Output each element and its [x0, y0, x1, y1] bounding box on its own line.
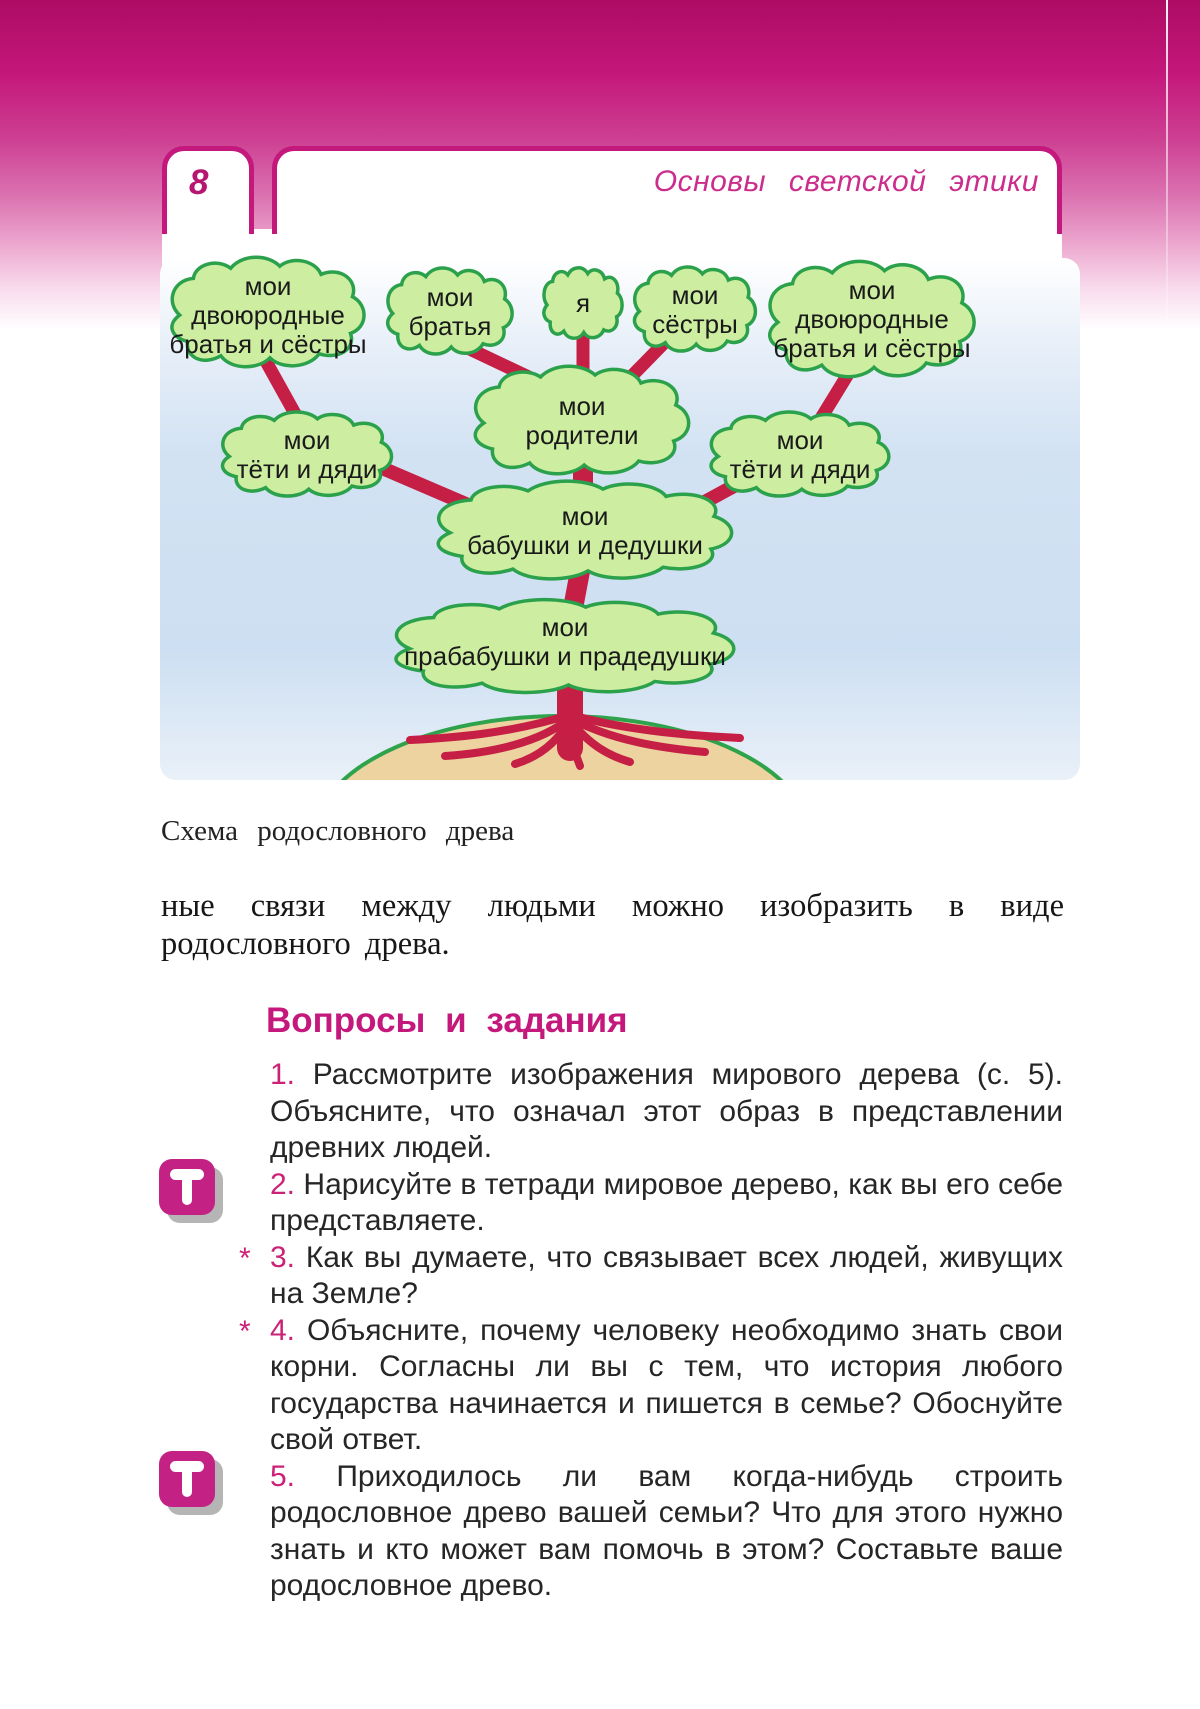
cloud-label: мои — [558, 391, 606, 421]
question-item-3 — [239, 1240, 1063, 1313]
decorative-vertical-line — [1166, 0, 1168, 390]
questions-heading: Вопросы и задания — [266, 1001, 628, 1040]
cloud-label: мои — [561, 501, 609, 531]
cloud-label: тёти и дяди — [729, 454, 871, 484]
question-text: Рассмотрите изображения мирового дерева (с. 5). Объясните, что означал этот образ в представлении древних людей. — [270, 1058, 1063, 1164]
family-tree-diagram — [160, 248, 1080, 780]
question-number: 2. — [270, 1167, 296, 1201]
question-number: 5. — [270, 1459, 296, 1493]
question-number: 3. — [270, 1240, 296, 1274]
cloud-label: двоюродные — [191, 300, 345, 330]
question-item-2 — [270, 1167, 1063, 1240]
page-number-tab — [162, 146, 254, 234]
cloud-label: братья и сёстры — [773, 333, 971, 363]
question-item-5 — [270, 1459, 1063, 1605]
question-text: Нарисуйте в тетради мировое дерево, как вы его себе представляете. — [270, 1167, 1063, 1237]
chapter-header-tab — [272, 146, 1062, 234]
cloud-label: братья и сёстры — [169, 329, 367, 359]
cloud-label: мои — [848, 275, 896, 305]
question-item-1 — [270, 1057, 1063, 1167]
chapter-title: Основы светской этики — [653, 165, 1039, 198]
cloud-label: прабабушки и прадедушки — [404, 641, 726, 671]
cloud-label: тёти и дяди — [236, 454, 378, 484]
question-star: * — [239, 1241, 251, 1275]
questions-list — [239, 1057, 1063, 1605]
t-notebook-icon — [159, 1159, 215, 1215]
t-icon-stem — [182, 1464, 192, 1497]
cloud-label: двоюродные — [795, 304, 949, 334]
question-text: Приходилось ли вам когда-нибудь строить родословное древо вашей семьи? Что для этого нужно знать и кто может вам помочь в этом? Составьте ваше родословное древо. — [270, 1459, 1063, 1602]
cloud-label: бабушки и дедушки — [467, 530, 703, 560]
page-number: 8 — [189, 163, 209, 202]
question-text: Как вы думаете, что связывает всех людей, живущих на Земле? — [270, 1240, 1063, 1310]
cloud-label: родители — [525, 420, 639, 450]
t-notebook-icon — [159, 1451, 215, 1507]
question-text: Объясните, почему человеку необходимо знать свои корни. Согласны ли вы с тем, что история любого государства начинается и пишется в семье? Обоснуйте свой ответ. — [270, 1313, 1063, 1456]
question-number: 1. — [270, 1058, 296, 1091]
cloud-label: братья — [408, 311, 492, 341]
cloud-label: мои — [776, 425, 824, 455]
question-star: * — [239, 1314, 251, 1348]
cloud-label: я — [575, 288, 591, 318]
lead-paragraph: ные связи между людьми можно изобразить в виде родословного древа. — [161, 888, 1064, 962]
t-icon-stem — [182, 1172, 192, 1205]
question-item-4 — [239, 1313, 1063, 1459]
cloud-label: сёстры — [652, 309, 738, 339]
cloud-label: мои — [541, 612, 589, 642]
cloud-label: мои — [426, 282, 474, 312]
cloud-label: мои — [283, 425, 331, 455]
question-number: 4. — [270, 1313, 296, 1347]
cloud-label: мои — [244, 271, 292, 301]
cloud-label: мои — [671, 280, 719, 310]
figure-caption: Схема родословного древа — [161, 815, 515, 847]
